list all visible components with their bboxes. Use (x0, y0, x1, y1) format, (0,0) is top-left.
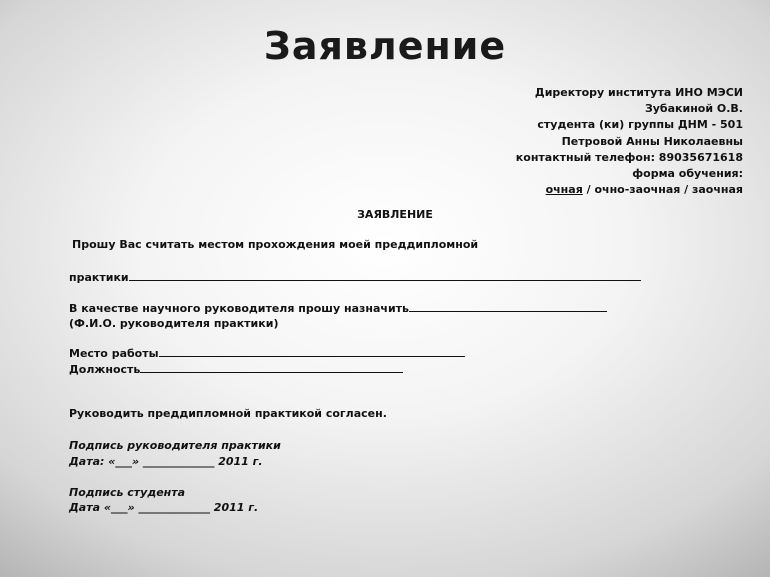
student-name: Петровой Анны Николаевны (561, 134, 743, 148)
supervisor-request-line (69, 301, 607, 315)
study-form-options (516, 182, 743, 198)
practice-blank (129, 270, 641, 281)
workplace-line (69, 346, 465, 360)
student-signature-label: Подпись студента (69, 486, 186, 499)
addressee-name: Зубакиной О.В. (644, 102, 743, 116)
consent-text: Руководить преддипломной практикой согласен. (69, 407, 387, 420)
contact-phone: контактный телефон: 89035671618 (515, 150, 743, 164)
supervisor-date: Дата: «___» _____________ 2011 г. (69, 455, 263, 468)
workplace-label: Место работы (69, 347, 159, 360)
position-line (69, 362, 403, 376)
supervisor-blank (409, 301, 607, 312)
slide-title: Заявление (263, 24, 507, 68)
student-date: Дата «___» _____________ 2011 г. (69, 501, 259, 514)
practice-line (69, 270, 641, 284)
request-text: Прошу Вас считать местом прохождения моей преддипломной (72, 238, 479, 251)
study-form-other: / очно-заочная / заочная (582, 183, 743, 197)
study-form-label: форма обучения: (632, 167, 743, 181)
document-heading: ЗАЯВЛЕНИЕ (357, 208, 433, 221)
position-label: Должность (69, 363, 141, 376)
practice-label: практики (69, 271, 129, 284)
position-blank (140, 362, 403, 373)
study-form-selected: очная (545, 183, 583, 197)
addressee-block (516, 85, 743, 198)
supervisor-hint: (Ф.И.О. руководителя практики) (69, 317, 279, 330)
addressee-director: Директору института ИНО МЭСИ (534, 86, 743, 99)
workplace-blank (159, 346, 465, 357)
supervisor-request: В качестве научного руководителя прошу назначить (69, 302, 410, 315)
student-group: студента (ки) группы ДНМ - 501 (537, 118, 743, 132)
supervisor-signature-label: Подпись руководителя практики (69, 439, 281, 452)
